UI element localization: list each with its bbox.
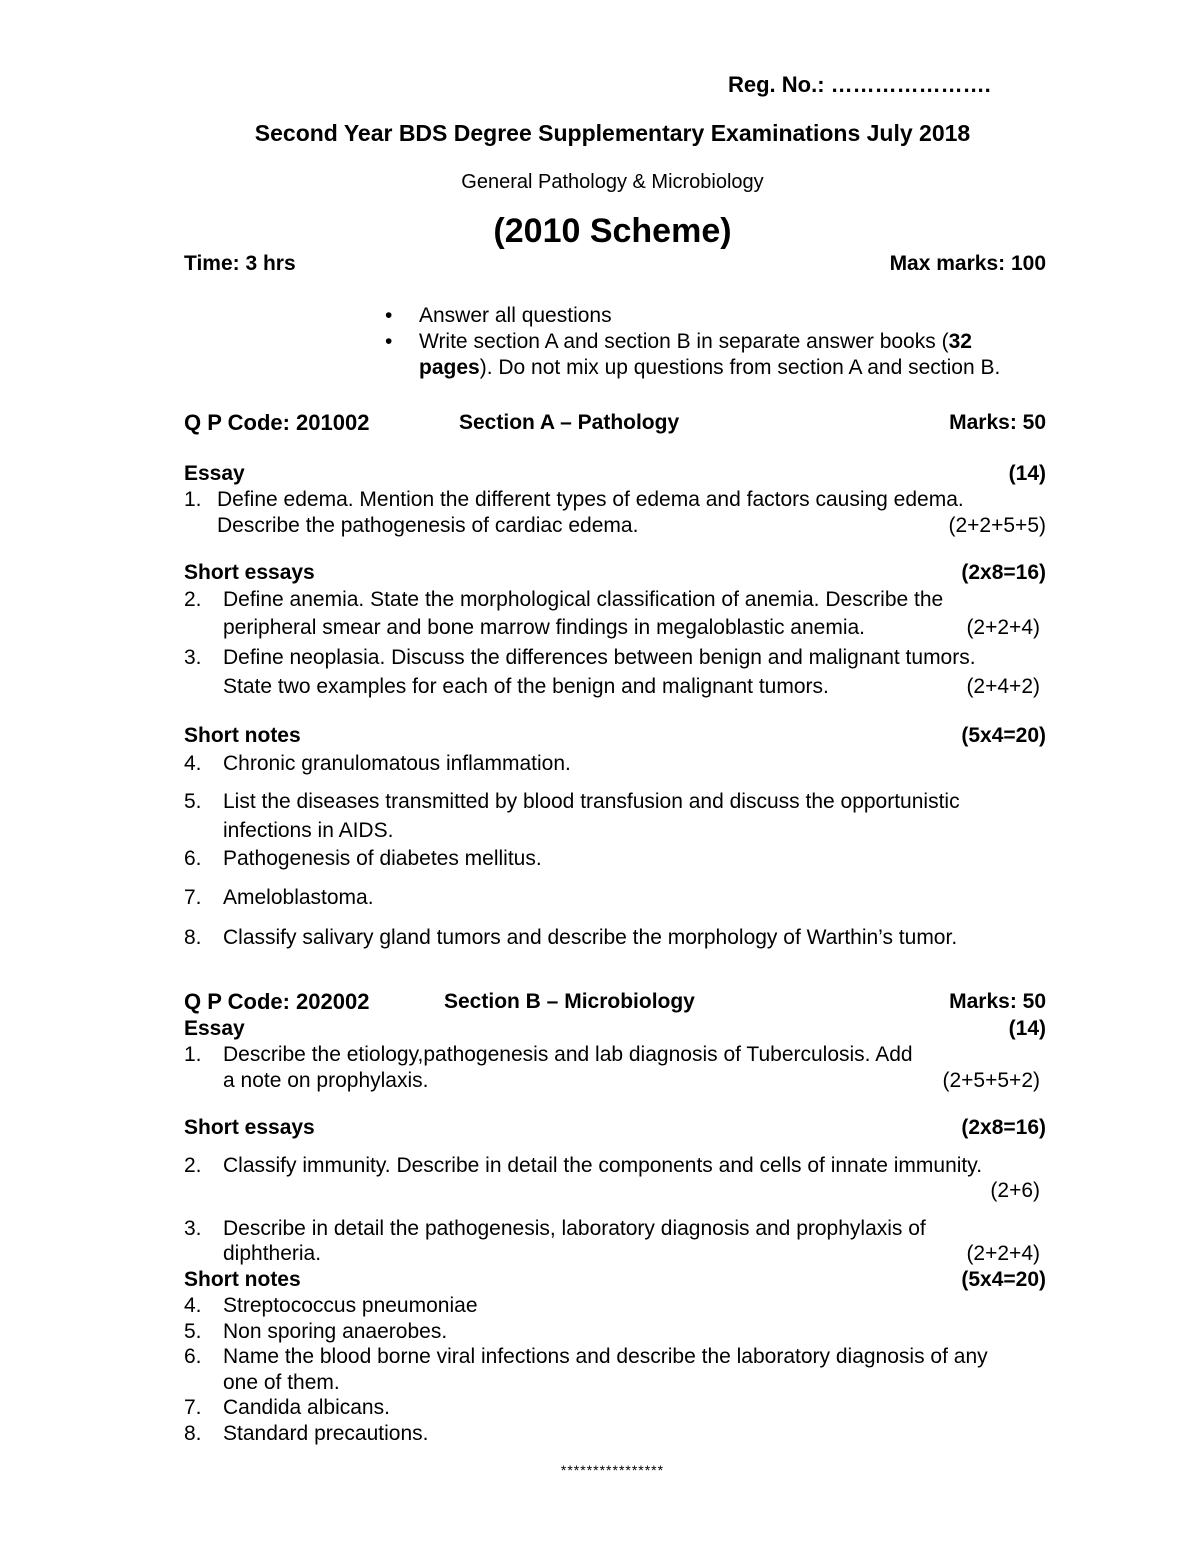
section-a-short-notes-heading: Short notes (184, 724, 301, 747)
section-a-essay-heading: Essay (184, 462, 245, 485)
mark-split: (2+2+5+5) (948, 514, 1046, 537)
question-text: diphtheria. (223, 1242, 322, 1265)
question-number: 4. (184, 752, 202, 775)
section-a-short-essays-marks: (2x8=16) (961, 561, 1046, 584)
section-b-marks: Marks: 50 (949, 990, 1046, 1013)
scheme-title: (2010 Scheme) (493, 212, 732, 250)
question-text: Candida albicans. (223, 1396, 390, 1419)
max-marks-label: Max marks: 100 (889, 252, 1046, 275)
question-text: Streptococcus pneumoniae (223, 1294, 478, 1317)
question-text: a note on prophylaxis. (223, 1069, 429, 1092)
section-a-short-notes-marks: (5x4=20) (961, 724, 1046, 747)
question-text: Describe the etiology,pathogenesis and lab diagnosis of Tuberculosis. Add (223, 1043, 913, 1066)
question-number: 8. (184, 1422, 202, 1445)
subject-title: General Pathology & Microbiology (461, 171, 764, 193)
question-text: Define anemia. State the morphological classification of anemia. Describe the (223, 588, 944, 611)
mark-split: (2+6) (990, 1179, 1040, 1202)
question-text: one of them. (223, 1371, 340, 1394)
bullet-icon: • (385, 330, 393, 353)
question-number: 2. (184, 588, 202, 611)
section-a-title: Section A – Pathology (459, 411, 680, 434)
mark-split: (2+5+5+2) (942, 1069, 1040, 1092)
instruction-bold-part: pages (419, 356, 480, 379)
section-b-short-notes-marks: (5x4=20) (961, 1268, 1046, 1291)
question-number: 1. (184, 488, 202, 511)
section-b-short-essays-marks: (2x8=16) (961, 1116, 1046, 1139)
instruction-text-part: Write section A and section B in separate answer books ( (419, 330, 949, 353)
question-text: Standard precautions. (223, 1422, 429, 1445)
question-text: Describe in detail the pathogenesis, laboratory diagnosis and prophylaxis of (223, 1217, 926, 1240)
question-text: Pathogenesis of diabetes mellitus. (223, 847, 542, 870)
question-text: peripheral smear and bone marrow findings in megaloblastic anemia. (223, 616, 866, 639)
end-marker: **************** (560, 1462, 665, 1478)
question-text: Classify salivary gland tumors and describe the morphology of Warthin’s tumor. (223, 926, 958, 949)
time-label: Time: 3 hrs (184, 252, 296, 275)
mark-split: (2+2+4) (966, 1242, 1040, 1265)
question-number: 8. (184, 926, 202, 949)
instruction-text-part: ). Do not mix up questions from section A and section B. (479, 356, 1001, 379)
question-text: Describe the pathogenesis of cardiac edema. (217, 514, 639, 537)
exam-title: Second Year BDS Degree Supplementary Examinations July 2018 (254, 120, 971, 146)
question-text: Chronic granulomatous inflammation. (223, 752, 571, 775)
question-number: 7. (184, 886, 202, 909)
question-number: 6. (184, 847, 202, 870)
question-text: Classify immunity. Describe in detail the components and cells of innate immunity. (223, 1154, 983, 1177)
question-number: 7. (184, 1396, 202, 1419)
question-text: Ameloblastoma. (223, 886, 374, 909)
reg-number-label: Reg. No.: …………………. (728, 72, 991, 97)
instruction-text (419, 356, 1000, 380)
question-text: State two examples for each of the benign and malignant tumors. (223, 675, 829, 698)
section-a-qp-code: Q P Code: 201002 (184, 410, 370, 435)
section-b-essay-marks: (14) (1008, 1017, 1046, 1040)
instruction-text (419, 330, 972, 354)
section-b-qp-code: Q P Code: 202002 (184, 989, 370, 1014)
question-number: 5. (184, 790, 202, 813)
section-a-essay-marks: (14) (1008, 462, 1046, 485)
instruction-bold-part: 32 (948, 330, 972, 353)
question-number: 3. (184, 1217, 202, 1240)
instruction-text: Answer all questions (419, 304, 612, 327)
section-a-short-essays-heading: Short essays (184, 561, 315, 584)
question-number: 3. (184, 646, 202, 669)
question-number: 6. (184, 1345, 202, 1368)
question-number: 2. (184, 1154, 202, 1177)
question-number: 1. (184, 1043, 202, 1066)
question-number: 5. (184, 1320, 202, 1343)
question-text: Non sporing anaerobes. (223, 1320, 448, 1343)
section-b-short-notes-heading: Short notes (184, 1268, 301, 1291)
mark-split: (2+4+2) (966, 675, 1040, 698)
question-text: infections in AIDS. (223, 819, 394, 842)
section-b-title: Section B – Microbiology (444, 990, 695, 1013)
question-text: Define edema. Mention the different types of edema and factors causing edema. (217, 488, 964, 511)
question-text: List the diseases transmitted by blood transfusion and discuss the opportunistic (223, 790, 960, 813)
section-a-marks: Marks: 50 (949, 411, 1046, 434)
mark-split: (2+2+4) (966, 616, 1040, 639)
question-text: Define neoplasia. Discuss the differences between benign and malignant tumors. (223, 646, 976, 669)
bullet-icon: • (385, 304, 393, 327)
section-b-essay-heading: Essay (184, 1017, 245, 1040)
section-b-short-essays-heading: Short essays (184, 1116, 315, 1139)
question-number: 4. (184, 1294, 202, 1317)
question-text: Name the blood borne viral infections and describe the laboratory diagnosis of any (223, 1345, 988, 1368)
